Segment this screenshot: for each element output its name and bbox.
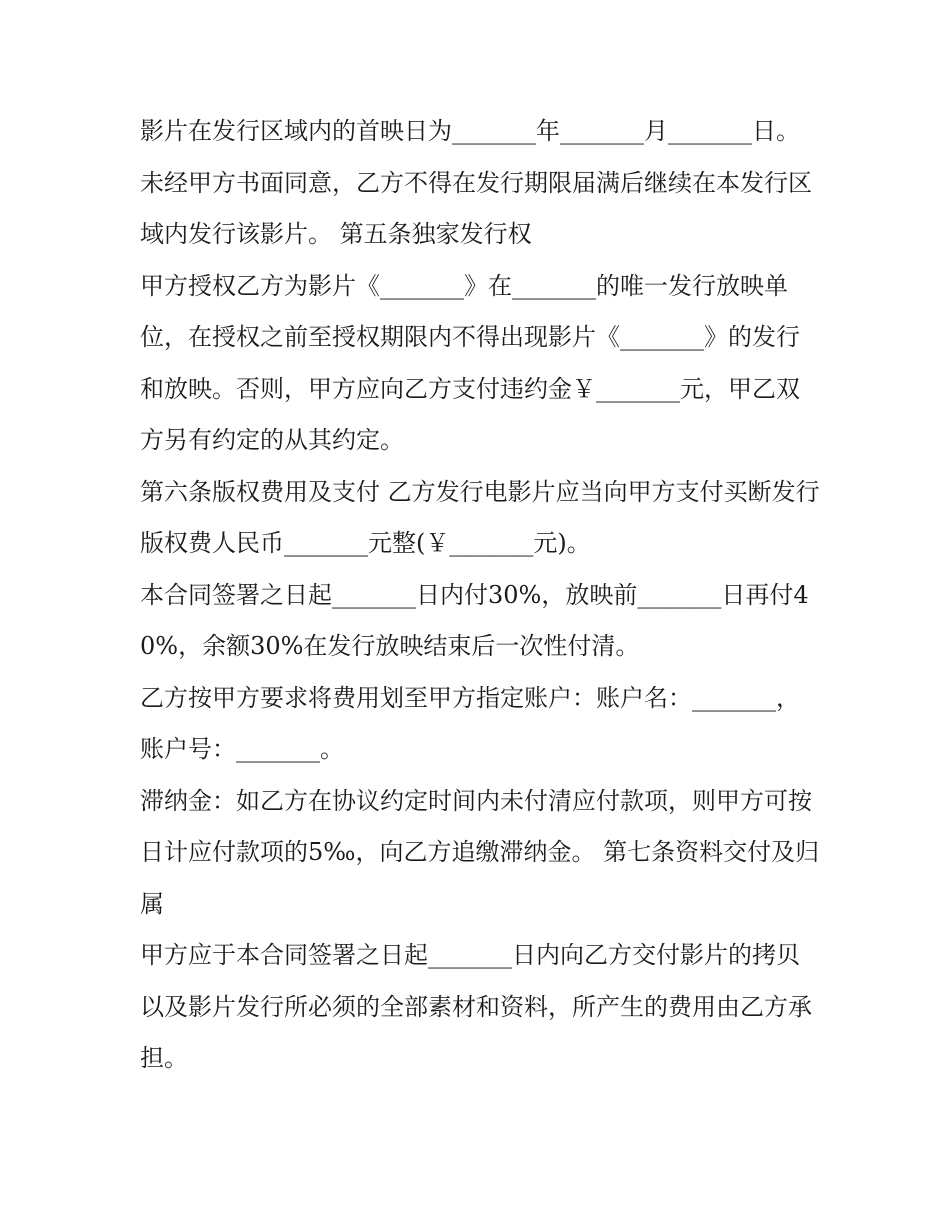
paragraph-bank-account: 乙方按甲方要求将费用划至甲方指定账户：账户名：_______，账户号：_______。 xyxy=(140,683,800,763)
paragraph-material-delivery: 甲方应于本合同签署之日起_______日内向乙方交付影片的拷贝以及影片发行所必须的全部素材和资料，所产生的费用由乙方承担。 xyxy=(140,941,812,1072)
paragraph-premiere-date: 影片在发行区域内的首映日为_______年_______月_______日。 xyxy=(140,117,800,145)
paragraph-distribution-limit: 未经甲方书面同意，乙方不得在发行期限届满后继续在本发行区域内发行该影片。 第五条独家发行权 xyxy=(140,168,812,248)
paragraph-payment-schedule: 本合同签署之日起_______日内付30%，放映前_______日再付40%，余额30%在发行放映结束后一次性付清。 xyxy=(140,580,809,660)
document-body xyxy=(140,106,820,1085)
paragraph-copyright-fee: 第六条版权费用及支付 乙方发行电影片应当向甲方支付买断发行版权费人民币_______元整(￥_______元)。 xyxy=(140,477,820,557)
paragraph-exclusive-rights: 甲方授权乙方为影片《_______》在_______的唯一发行放映单位，在授权之前至授权期限内不得出现影片《_______》的发行和放映。否则，甲方应向乙方支付违约金￥_______元，甲乙双方另有约定的从其约定。 xyxy=(140,271,800,454)
paragraph-late-fee: 滞纳金：如乙方在协议约定时间内未付清应付款项，则甲方可按日计应付款项的5‰，向乙方追缴滞纳金。 第七条资料交付及归属 xyxy=(140,786,820,918)
